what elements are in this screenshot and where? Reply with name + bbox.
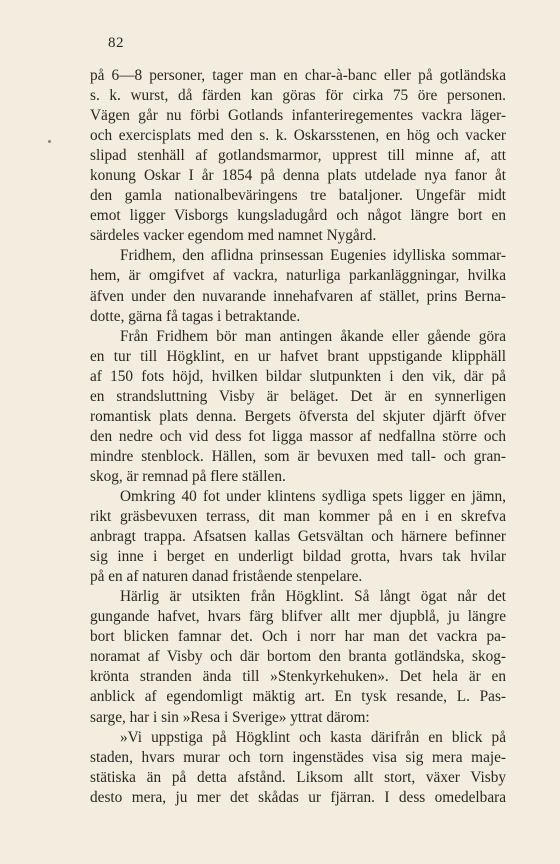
page-number: 82 <box>108 35 124 51</box>
text-line: stätiska än på detta afstånd. Liksom allt stort, växer Visby <box>90 768 506 786</box>
text-line: Härlig är utsikten från Högklint. Så långt ögat når det <box>120 588 506 606</box>
text-line: romantisk plats denna. Bergets öfversta del skjuter djärft öfver <box>90 407 506 425</box>
text-line: af 150 fots höjd, hvilken bildar slutpunkten i den vik, där på <box>90 367 506 385</box>
text-line: på en af naturen danad fristående stenpelare. <box>90 568 363 586</box>
text-line: anblick af egendomligt mäktig art. En tysk resande, L. Pas- <box>90 688 506 706</box>
text-line: Fridhem, den aflidna prinsessan Eugenies idylliska sommar- <box>120 247 506 265</box>
text-line: en strandsluttning Visby är beläget. Det är en synnerligen <box>90 387 506 405</box>
text-line: mindre stenblock. Hällen, som är bevuxen med tall- och gran- <box>90 447 506 465</box>
text-line: krönta stranden ända till »Stenkyrkehuken». Det hela är en <box>90 668 506 686</box>
text-line: hem, är omgifvet af vackra, naturliga parkanläggningar, hvilka <box>90 267 506 285</box>
text-line: gungande hafvet, hvars färg blifver allt mer djupblå, ju längre <box>90 608 506 626</box>
text-line: skog, är remnad på flere ställen. <box>90 467 286 485</box>
text-line: och exercisplats med den s. k. Oskarsstenen, en hög och vacker <box>90 127 506 145</box>
text-line: den nedre och vid dess fot ligga massor af nedfallna större och <box>90 427 506 445</box>
margin-mark <box>48 140 51 143</box>
text-line: emot ligger Visborgs kungsladugård och något längre bort en <box>90 207 506 225</box>
text-line: konung Oskar I år 1854 på denna plats utdelade nya fanor åt <box>90 167 506 185</box>
text-line: bort blicken famnar det. Och i norr har man det vackra pa- <box>90 628 506 646</box>
text-line: rikt gräsbevuxen terrass, dit man kommer på en i en skrefva <box>90 508 506 526</box>
text-line: desto mera, ju mer det skådas ur fjärran. I dess omedelbara <box>90 788 506 806</box>
text-line: särdeles vacker egendom med namnet Nygård. <box>90 227 377 245</box>
text-line: Vägen går nu förbi Gotlands infanteriregementes vackra läger- <box>90 107 506 125</box>
text-line: slipad stenhäll af gotlandsmarmor, upprest till minne af, att <box>90 147 506 165</box>
text-line: den gamla nationalbeväringens tre bataljoner. Ungefär midt <box>90 187 506 205</box>
body-text <box>90 66 506 808</box>
text-line: anbragt trappa. Afsatsen kallas Getsvältan och härnere befinner <box>90 528 506 546</box>
text-line: sarge, har i sin »Resa i Sverige» yttrat därom: <box>90 708 370 726</box>
text-line: en tur till Högklint, en ur hafvet brant uppstigande klipphäll <box>90 347 506 365</box>
text-line: staden, hvars murar och torn ingenstädes visa sig mera maje- <box>90 748 506 766</box>
text-line: äfven under den nuvarande innehafvaren af stället, prins Berna- <box>90 287 506 305</box>
text-line: »Vi uppstiga på Högklint och kasta därifrån en blick på <box>120 728 506 746</box>
text-line: på 6—8 personer, tager man en char-à-banc eller på gotländska <box>90 67 506 84</box>
text-line: s. k. wurst, då färden kan göras för cirka 75 öre personen. <box>90 87 506 105</box>
text-line: Från Fridhem bör man antingen åkande eller gående göra <box>120 327 506 345</box>
text-line: dotte, gärna få tagas i betraktande. <box>90 307 301 325</box>
text-line: sig inne i berget en underligt bildad grotta, hvars tak hvilar <box>90 548 506 566</box>
text-line: noramat af Visby och där bortom den branta gotländska, skog- <box>90 648 506 666</box>
text-line: Omkring 40 fot under klintens sydliga spets ligger en jämn, <box>120 487 506 505</box>
